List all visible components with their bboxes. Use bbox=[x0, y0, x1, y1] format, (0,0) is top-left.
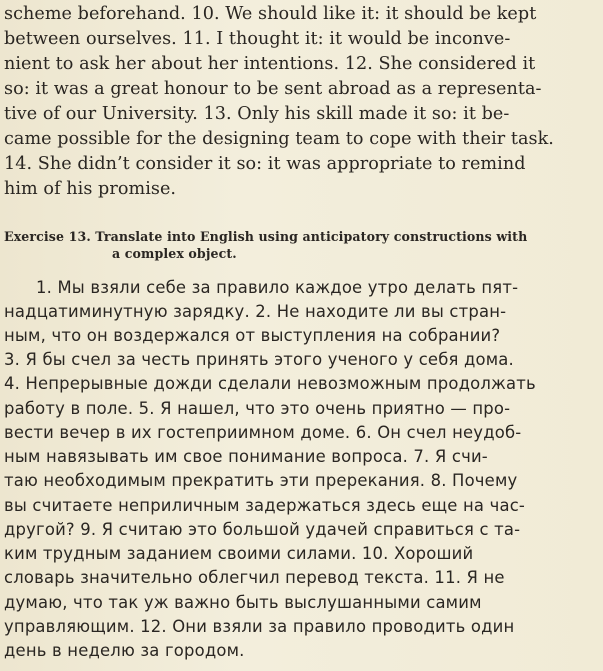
text-line: ким трудным заданием своими силами. 10. Хороший bbox=[4, 544, 474, 563]
text-line: другой? 9. Я считаю это большой удачей справиться с та- bbox=[4, 520, 521, 539]
text-line: думаю, что так уж важно быть выслушанными самим bbox=[4, 593, 482, 612]
text-line: таю необходимым прекратить эти пререкания. 8. Почему bbox=[4, 471, 518, 490]
text-line: ным навязывать им свое понимание вопроса. 7. Я счи- bbox=[4, 447, 488, 466]
text-line: словарь значительно облегчил перевод текста. 11. Я не bbox=[4, 568, 505, 587]
text-line: управляющим. 12. Они взяли за правило проводить один bbox=[4, 617, 515, 636]
text-line: came possible for the designing team to cope with their task. bbox=[4, 129, 554, 149]
text-line: день в неделю за городом. bbox=[4, 641, 245, 660]
text-line: tive of our University. 13. Only his skill made it so: it be- bbox=[4, 104, 510, 124]
text-line: надцатиминутную зарядку. 2. Не находите ли вы стран- bbox=[4, 302, 507, 321]
text-line: вести вечер в их гостеприимном доме. 6. Он счел неудоб- bbox=[4, 423, 522, 442]
text-line: вы считаете неприличным задержаться здесь еще на час- bbox=[4, 496, 526, 515]
text-line: between ourselves. 11. I thought it: it would be inconve- bbox=[4, 29, 511, 49]
text-line: scheme beforehand. 10. We should like it: it should be kept bbox=[4, 4, 537, 24]
text-line: 4. Непрерывные дожди сделали невозможным продолжать bbox=[4, 374, 536, 393]
text-line: работу в поле. 5. Я нашел, что это очень приятно — про- bbox=[4, 399, 511, 418]
text-line: him of his promise. bbox=[4, 179, 177, 199]
text-line: so: it was a great honour to be sent abroad as a representa- bbox=[4, 79, 542, 99]
text-line: 3. Я бы счел за честь принять этого ученого у себя дома. bbox=[4, 350, 514, 369]
text-line: 14. She didn’t consider it so: it was appropriate to remind bbox=[4, 154, 526, 174]
text-line: nient to ask her about her intentions. 12. She considered it bbox=[4, 54, 536, 74]
text-line: 1. Мы взяли себе за правило каждое утро делать пят- bbox=[36, 278, 519, 297]
exercise-heading-line: a complex object. bbox=[112, 246, 237, 261]
exercise-heading-line: Exercise 13. Translate into English using anticipatory constructions with bbox=[4, 229, 528, 244]
text-line: ным, что он воздержался от выступления на собрании? bbox=[4, 326, 501, 345]
